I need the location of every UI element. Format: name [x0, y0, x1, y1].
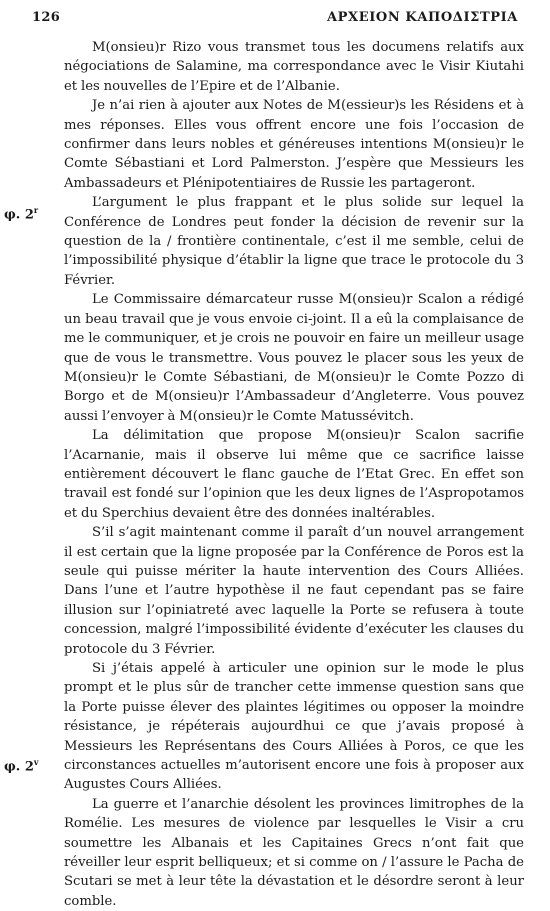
paragraph: S’il s’agit maintenant comme il paraît d’un nouvel arrangement il est certain que la ligne proposée par la Conférence de Poros est la seule qui puisse mériter la haute intervention des Cours Alliées. Dans l’une et l’autre hypothèse il ne faut cependant pas se faire illusion sur l’opiniatreté avec laquelle la Porte se refusera à toute concession, malgré l’impossibilité évidente d’exécuter les clauses du protocole du 3 Février.	[64, 525, 524, 657]
paragraph: La délimitation que propose M(onsieu)r Scalon sacrifie l’Acarnanie, mais il observe lui même que ce sacrifice laisse entièrement découvert le flanc gauche de l’Etat Grec. En effet son travail est fondé sur l’opinion que les deux lignes de l’Aspropotamos et du Sperchius devaient être des données inaltérables.	[64, 428, 524, 521]
folio-side: v	[33, 757, 39, 767]
paragraph: Je n’ai rien à ajouter aux Notes de M(essieur)s les Résidens et à mes réponses. Elles vous offrent encore une fois l’occasion de confirmer dans leurs nobles et généreuses intentions M(onsieu)r le Comte Sébastiani et Lord Palmerston. J’espère que Messieurs les Ambassadeurs et Plénipotentiaires de Russie les partageront.	[64, 98, 524, 191]
paragraph: La guerre et l’anarchie désolent les provinces limitrophes de la Romélie. Les mesures de violence par lesquelles le Visir a cru soumettre les Albanais et les Capitaines Grecs n’ont fait que réveiller leur esprit belliqueux; et si comme on / l’assure le Pacha de Scutari se met à leur tête la dévastation et le désordre seront à leur comble.	[64, 796, 524, 909]
paragraph: M(onsieu)r Rizo vous transmet tous les documens relatifs aux négociations de Salamine, ma correspondance avec le Visir Kiutahi et les nouvelles de l’Epire et de l’Albanie.	[64, 40, 524, 94]
running-head: ΑΡΧΕΙΟΝ ΚΑΠΟΔΙΣΤΡΙΑ	[326, 10, 518, 25]
paragraph: L’argument le plus frappant et le plus solide sur lequel la Conférence de Londres peut fonder la décision de revenir sur la question de la / frontière continentale, c’est il me semble, celui de l’impossibilité physique d’établir la ligne que trace le protocole du 3 Février.	[64, 195, 524, 288]
folio-label: φ. 2	[4, 207, 34, 223]
folio-label: φ. 2	[4, 759, 34, 775]
folio-marker-verso	[4, 757, 39, 774]
paragraph: Si j’étais appelé à articuler une opinion sur le mode le plus prompt et le plus sûr de trancher cette immense question sans que la Porte puisse élever des plaintes légitimes ou opposer la moindre résistance, je répéterais aujourdhui ce que j’avais proposé à Messieurs les Représentans des Cours Alliées à Poros, ce que les circonstances actuelles m’autorisent encore une fois à proposer aux Augustes Cours Alliées.	[64, 661, 524, 793]
document-body	[64, 38, 524, 911]
page-number: 126	[32, 10, 61, 25]
paragraph: Le Commissaire démarcateur russe M(onsieu)r Scalon a rédigé un beau travail que je vous envoie ci-joint. Il a eû la complaisance de me le communiquer, et je crois ne pouvoir en faire un meilleur usage que de vous le transmettre. Vous pouvez le placer sous les yeux de M(onsieu)r le Comte Sébastiani, de M(onsieu)r le Comte Pozzo di Borgo et de M(onsieu)r l’Ambassadeur d’Angleterre. Vous pouvez aussi l’envoyer à M(onsieu)r le Comte Matussévitch.	[64, 292, 524, 424]
folio-marker-recto	[4, 205, 38, 222]
folio-side: r	[33, 205, 39, 215]
page-header	[0, 10, 550, 30]
